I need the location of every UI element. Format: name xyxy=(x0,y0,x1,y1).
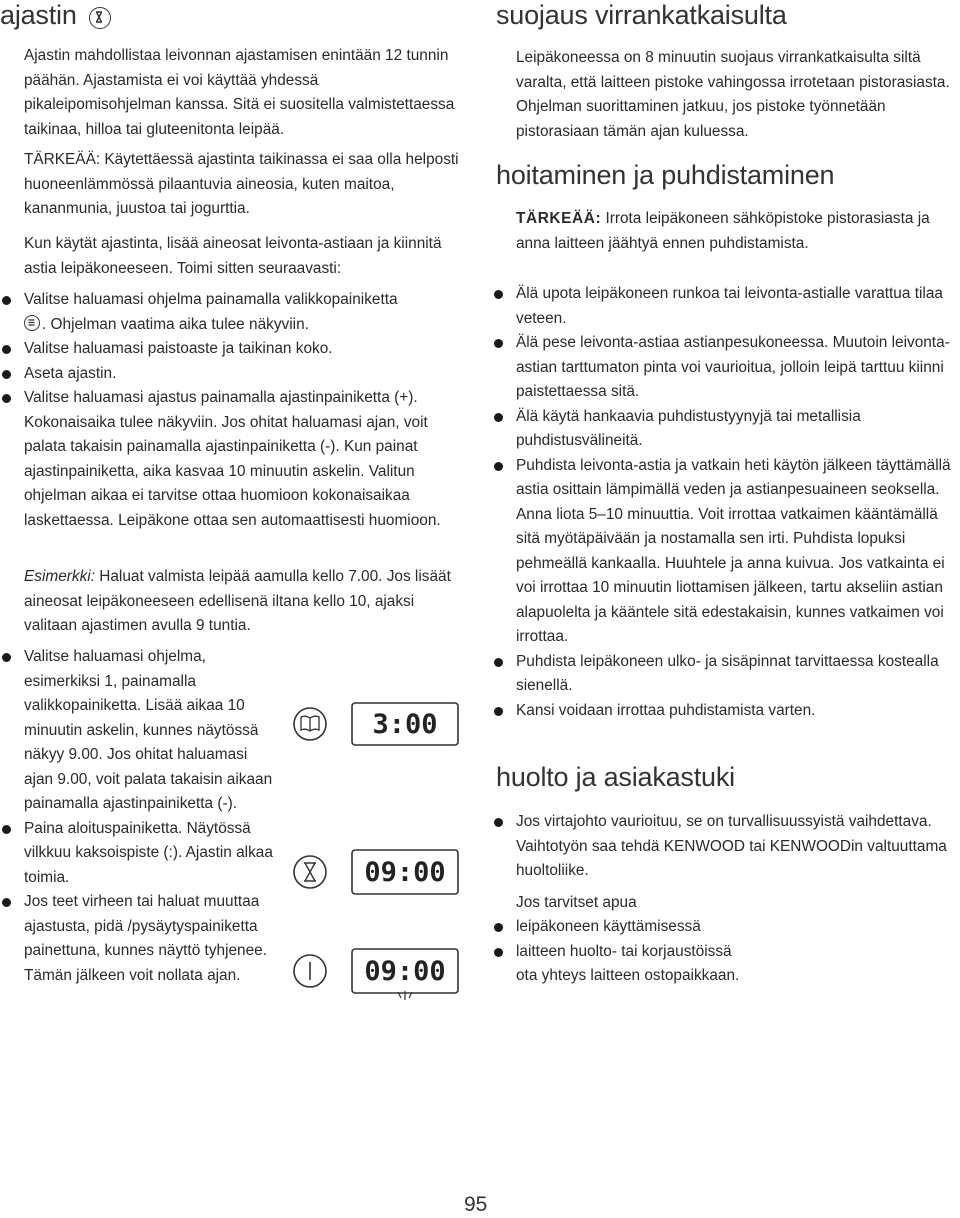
list-item: Aseta ajastin. xyxy=(24,362,464,387)
example-steps xyxy=(24,645,276,988)
example-label: Esimerkki: xyxy=(24,568,95,585)
example-text: Haluat valmista leipää aamulla kello 7.00. Jos lisäät aineosat leipäkoneeseen edellisenä iltana kello 10, ajaksi valitaan ajastimen avulla 9 tuntia. xyxy=(24,568,451,634)
care-title: hoitaminen ja puhdistaminen xyxy=(496,160,835,190)
list-item: Valitse haluamasi ajastus painamalla ajastinpainiketta (+). Kokonaisaika tulee näkyviin. Jos ohitat haluamasi ajan, voit palata takaisin painamalla ajastinpainiketta (-). Kun painat ajastinpainiketta, aika kasvaa 10 minuutin askelin. Valitun ohjelman aikaa ei tarvitse ottaa huomioon kokonaisaikaa laskettaessa. Leipäkone ottaa sen automaattisesti huomioon. xyxy=(24,386,464,533)
example-paragraph xyxy=(24,565,464,639)
help-list xyxy=(516,915,956,964)
power-protection-text: Leipäkoneessa on 8 minuutin suojaus virrankatkaisulta siltä varalta, että laitteen pistoke vahingossa irrotetaan pistorasiasta. Ohjelman suorittaminen jatkuu, jos pistoke työnnetään pistorasiaan tämän ajan kuluessa. xyxy=(516,49,950,140)
list-item: Valitse haluamasi ohjelma, esimerkiksi 1, painamalla valikkopainiketta. Lisää aikaa 10 minuutin askelin, kunnes näytössä näkyy 9.00. Jos ohitat haluamasi ajan 9.00, voit palata takaisin aikaan painamalla ajastinpainiketta (-). xyxy=(24,645,276,817)
lcd-display-2: 09:00 xyxy=(364,857,446,888)
timer-usage: Kun käytät ajastinta, lisää aineosat leivonta-astiaan ja kiinnitä astia leipäkoneeseen. Toimi sitten seuraavasti: xyxy=(24,235,442,277)
help-intro: Jos tarvitset apua xyxy=(516,894,637,911)
timer-heading xyxy=(0,0,111,31)
care-important xyxy=(516,207,956,256)
help-outro: ota yhteys laitteen ostopaikkaan. xyxy=(516,967,740,984)
list-item: Paina aloituspainiketta. Näytössä vilkkuu kaksoispiste (:). Ajastin alkaa toimia. xyxy=(24,817,276,891)
step1-text-b: . Ohjelman vaatima aika tulee näkyviin. xyxy=(42,315,309,333)
timer-important: TÄRKEÄÄ: Käytettäessä ajastinta taikinassa ei saa olla helposti huoneenlämmössä pilaantuvia aineosia, kuten maitoa, kananmunia, juustoa tai jogurttia. xyxy=(24,151,459,217)
lcd-display-3: 09:00 xyxy=(364,956,446,987)
timer-intro: Ajastin mahdollistaa leivonnan ajastamisen enintään 12 tunnin päähän. Ajastamista ei voi käyttää yhdessä pikaleipomisohjelman kanssa. Sitä ei suositella valmistettaessa taikinaa, hilloa tai gluteenitonta leipää. xyxy=(24,47,455,138)
service-title: huolto ja asiakastuki xyxy=(496,762,735,792)
lcd-display-1: 3:00 xyxy=(372,709,438,740)
list-item xyxy=(24,288,464,337)
menu-icon xyxy=(24,315,40,331)
book-icon xyxy=(294,708,326,740)
list-item: Puhdista leipäkoneen ulko- ja sisäpinnat tarvittaessa kostealla sienellä. xyxy=(516,650,956,699)
figure-timer-display xyxy=(292,846,462,898)
list-item: Älä pese leivonta-astiaa astianpesukoneessa. Muutoin leivonta-astian tarttumaton pinta voi vaurioitua, jolloin leipä tarttuu kiinni paistettaessa sitä. xyxy=(516,331,956,405)
list-item: leipäkoneen käyttämisessä xyxy=(516,915,956,940)
step1-text-a: Valitse haluamasi ohjelma painamalla valikkopainiketta xyxy=(24,291,398,308)
page-number: 95 xyxy=(464,1193,488,1216)
figure-power-display xyxy=(292,945,462,1003)
list-item: Valitse haluamasi paistoaste ja taikinan koko. xyxy=(24,337,464,362)
timer-title: ajastin xyxy=(0,0,77,30)
timer-steps xyxy=(24,288,464,533)
figure-menu-display xyxy=(292,700,462,748)
list-item: Jos virtajohto vaurioituu, se on turvallisuussyistä vaihdettava. Vaihtotyön saa tehdä KENWOOD tai KENWOODin valtuuttama huoltoliike. xyxy=(516,810,956,884)
care-list xyxy=(516,282,956,723)
list-item: Älä käytä hankaavia puhdistustyynyjä tai metallisia puhdistusvälineitä. xyxy=(516,405,956,454)
hourglass-icon xyxy=(294,856,326,888)
list-item: Puhdista leivonta-astia ja vatkain heti käytön jälkeen täyttämällä astia osittain lämpimällä veden ja astianpesuaineen seoksella. Anna liota 5–10 minuuttia. Voit irrottaa vatkaimen kääntämällä sitä myötäpäivään ja nostamalla sen irti. Puhdista lopuksi pehmeällä kankaalla. Huuhtele ja anna kuivua. Jos vatkainta ei voi irrottaa 10 minuutin liottamisen jälkeen, tartu akseliin astian alapuolelta ja kääntele sitä edestakaisin, kunnes vatkaimen voi irrottaa. xyxy=(516,454,956,650)
list-item: Jos teet virheen tai haluat muuttaa ajastusta, pidä /pysäytyspainiketta painettuna, kunnes näyttö tyhjenee. Tämän jälkeen voit nollata ajan. xyxy=(24,890,276,988)
hourglass-icon xyxy=(89,7,111,29)
care-important-text: Irrota leipäkoneen sähköpistoke pistorasiasta ja anna laitteen jäähtyä ennen puhdistamista. xyxy=(516,210,930,252)
care-important-label: TÄRKEÄÄ: xyxy=(516,210,602,227)
list-item: Älä upota leipäkoneen runkoa tai leivonta-astialle varattua tilaa veteen. xyxy=(516,282,956,331)
service-list xyxy=(516,810,956,884)
list-item: Kansi voidaan irrottaa puhdistamista varten. xyxy=(516,699,956,724)
power-icon xyxy=(294,955,326,987)
power-protection-title: suojaus virrankatkaisulta xyxy=(496,0,787,30)
list-item: laitteen huolto- tai korjaustöissä xyxy=(516,940,956,965)
